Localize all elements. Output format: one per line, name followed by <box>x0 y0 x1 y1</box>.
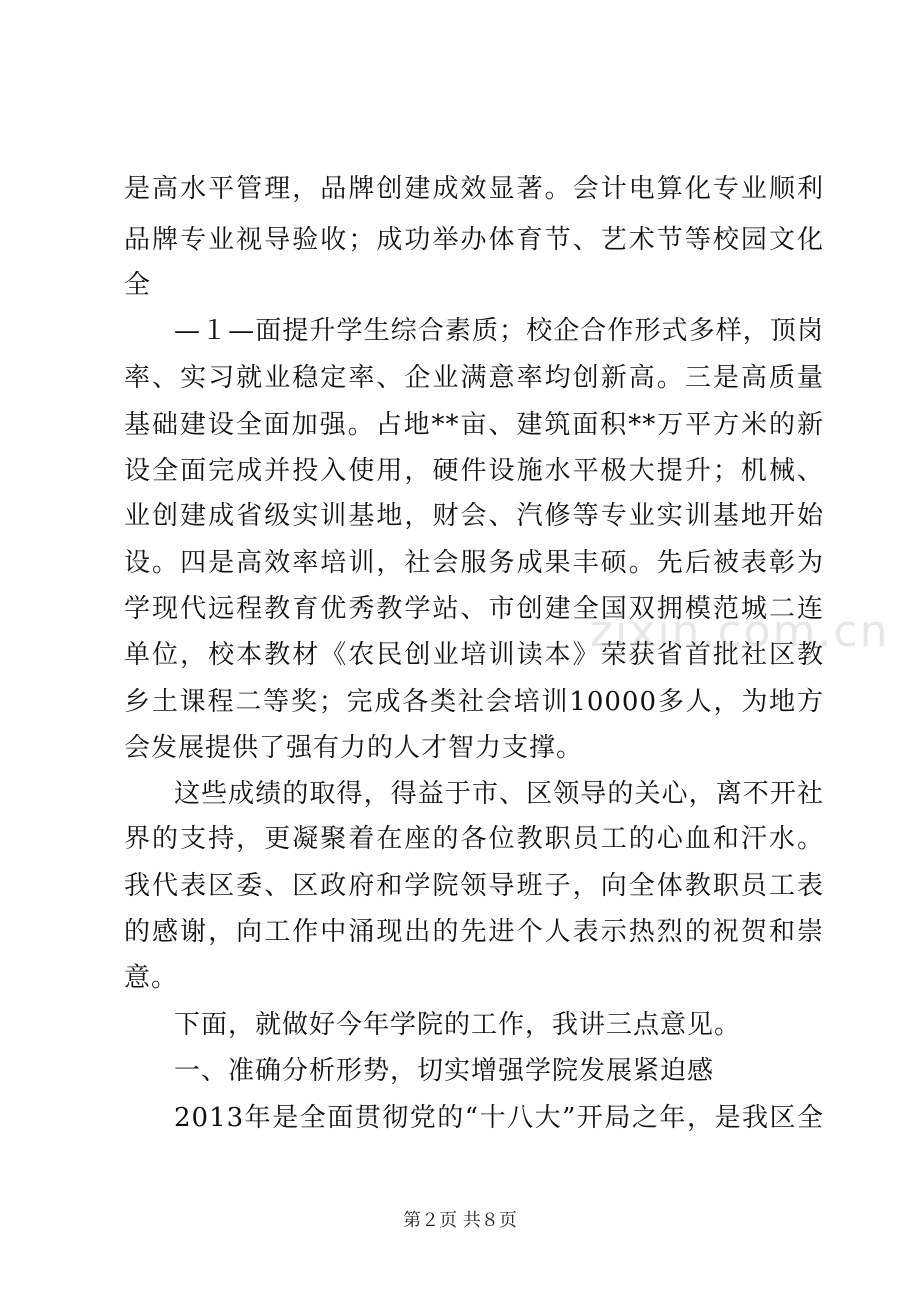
text-line: 我代表区委、区政府和学院领导班子，向全体教职员工表 <box>124 871 824 901</box>
text-line: 率、实习就业稳定率、企业满意率均创新高。三是高质量 <box>124 363 824 393</box>
text-line: 的感谢，向工作中涌现出的先进个人表示热烈的祝贺和崇 <box>124 917 824 947</box>
text-line: 这些成绩的取得，得益于市、区领导的关心，离不开社 <box>174 779 824 809</box>
text-line: 品牌专业视导验收；成功举办体育节、艺术节等校园文化 <box>124 225 824 255</box>
watermark: zixin.com.cn <box>590 606 890 657</box>
section-heading: 一、准确分析形势，切实增强学院发展紧迫感 <box>174 1056 715 1086</box>
text-line: 乡土课程二等奖；完成各类社会培训10000多人，为地方 <box>124 687 824 717</box>
text-line: 是高水平管理，品牌创建成效显著。会计电算化专业顺利 <box>124 174 824 204</box>
text-line: 会发展提供了强有力的人才智力支撑。 <box>124 733 584 763</box>
text-line: 意。 <box>124 963 179 993</box>
text-line: 2013年是全面贯彻党的“十八大”开局之年，是我区全 <box>174 1103 824 1133</box>
text-line: 业创建成省级实训基地，财会、汽修等专业实训基地开始 <box>124 501 824 531</box>
text-line: 全 <box>124 270 152 300</box>
text-line: 基础建设全面加强。占地**亩、建筑面积**万平方米的新 <box>124 410 824 440</box>
text-line: —１—面提升学生综合素质；校企合作形式多样，顶岗 <box>174 316 824 346</box>
text-line: 学现代远程教育优秀教学站、市创建全国双拥模范城二连 <box>124 594 824 624</box>
text-line: 设。四是高效率培训，社会服务成果丰硕。先后被表彰为 <box>124 548 824 578</box>
text-line: 单位，校本教材《农民创业培训读本》荣获省首批社区教 <box>124 640 824 670</box>
text-line: 界的支持，更凝聚着在座的各位教职员工的心血和汗水。 <box>124 824 824 854</box>
text-line: 设全面完成并投入使用，硬件设施水平极大提升；机械、 <box>124 456 824 486</box>
text-line: 下面，就做好今年学院的工作，我讲三点意见。 <box>174 1010 742 1040</box>
page-footer: 第２页 共８页 <box>403 1210 517 1231</box>
